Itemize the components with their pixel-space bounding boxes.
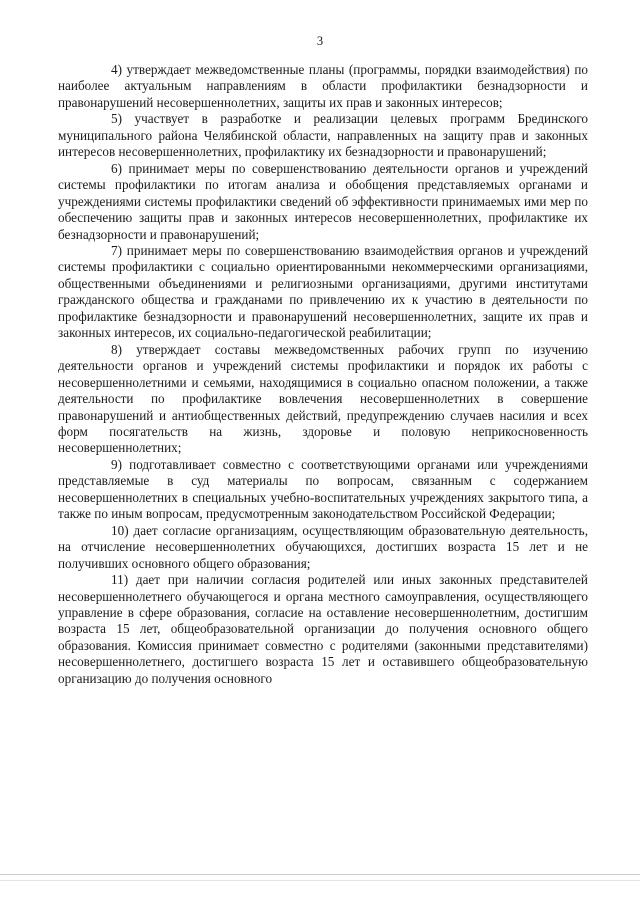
document-body	[58, 62, 588, 687]
paragraph-item-10: 10) дает согласие организациям, осуществляющим образовательную деятельность, на отчисление несовершеннолетних обучающихся, достигших возраста 15 лет и не получивших основного общего образования;	[58, 522, 588, 571]
paragraph-item-6: 6) принимает меры по совершенствованию деятельности органов и учреждений системы профилактики по итогам анализа и обобщения представляемых органами и учреждениями системы профилактики сведений об эффективности принимаемых ими мер по обеспечению защиты прав и законных интересов несовершеннолетних, профилактике их безнадзорности и правонарушений;	[58, 160, 588, 242]
paragraph-item-8: 8) утверждает составы межведомственных рабочих групп по изучению деятельности органов и учреждений системы профилактики и порядок их работы с несовершеннолетними и семьями, находящимися в социально опасном положении, а также деятельности по профилактике вовлечения несовершеннолетних в совершение правонарушений и антиобщественных действий, предупреждению случаев насилия и всех форм посягательств на жизнь, здоровье и половую неприкосновенность несовершеннолетних;	[58, 341, 588, 456]
paragraph-item-7: 7) принимает меры по совершенствованию взаимодействия органов и учреждений системы профилактики с социально ориентированными некоммерческими организациями, общественными объединениями и религиозными организациями, другими институтами гражданского общества и гражданами по привлечению их к участию в деятельности по профилактике безнадзорности и правонарушений несовершеннолетних, защите их прав и законных интересов, их социально-педагогической реабилитации;	[58, 242, 588, 341]
paragraph-item-5: 5) участвует в разработке и реализации целевых программ Брединского муниципального района Челябинской области, направленных на защиту прав и законных интересов несовершеннолетних, профилактику их безнадзорности и правонарушений;	[58, 111, 588, 160]
scan-edge-line	[0, 880, 640, 881]
paragraph-item-11: 11) дает при наличии согласия родителей или иных законных представителей несовершеннолетнего обучающегося и органа местного самоуправления, осуществляющего управление в сфере образования, согласие на оставление несовершеннолетним, достигшим возраста 15 лет, общеобразовательной организации до получения основного общего образования. Комиссия принимает совместно с родителями (законными представителями) несовершеннолетнего, достигшего возраста 15 лет и оставившего общеобразовательную организацию до получения основного	[58, 572, 588, 686]
paragraph-item-9: 9) подготавливает совместно с соответствующими органами или учреждениями представляемые в суд материалы по вопросам, связанным с содержанием несовершеннолетних в специальных учебно-воспитательных учреждениях закрытого типа, а также по иным вопросам, предусмотренным законодательством Российской Федерации;	[58, 456, 588, 522]
paragraph-item-4: 4) утверждает межведомственные планы (программы, порядки взаимодействия) по наиболее актуальным направлениям в области профилактики безнадзорности и правонарушений несовершеннолетних, защиты их прав и законных интересов;	[58, 62, 588, 110]
scan-edge-line	[0, 874, 640, 875]
page-number: 3	[316, 34, 324, 48]
